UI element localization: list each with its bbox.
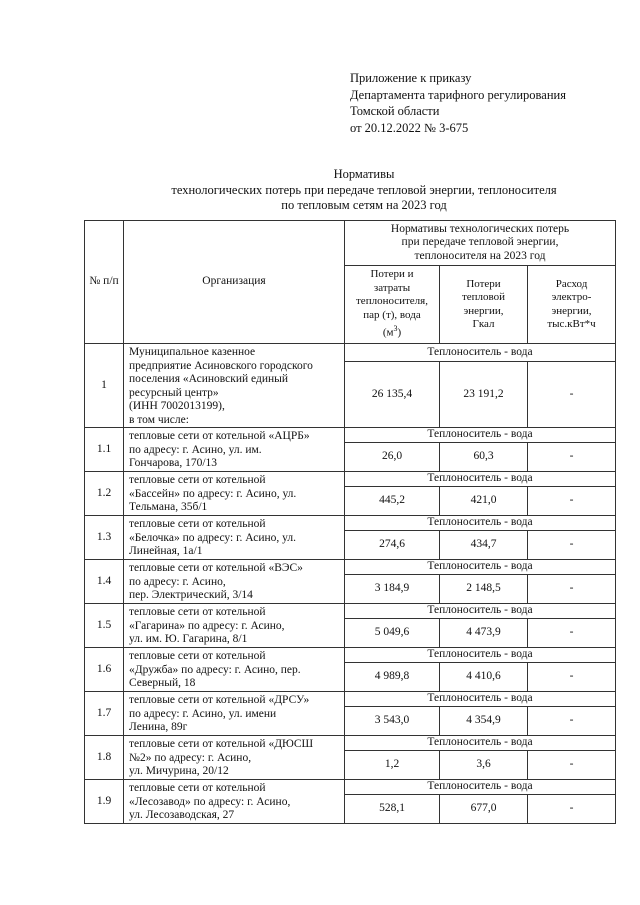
organization-line: тепловые сети от котельной «ДЮСШ	[129, 738, 314, 750]
organization-line: №2» по адресу: г. Асино,	[129, 751, 252, 764]
table-row	[85, 472, 616, 487]
organization-line: тепловые сети от котельной «АЦРБ»	[129, 430, 310, 442]
heat-loss-value: 4 354,9	[440, 707, 528, 736]
power-value: -	[528, 751, 616, 780]
heat-loss-value: 60,3	[440, 443, 528, 472]
organization-cell	[124, 472, 345, 516]
row-number: 1.2	[85, 472, 124, 516]
organization-line: Тельмана, 35б/1	[129, 501, 208, 513]
organization-line: тепловые сети от котельной	[129, 606, 266, 618]
table-row	[85, 692, 616, 707]
organization-cell	[124, 648, 345, 692]
power-value: -	[528, 619, 616, 648]
organization-line: «Бассейн» по адресу: г. Асино, ул.	[129, 487, 297, 500]
carrier-label: Теплоноситель - вода	[345, 344, 616, 362]
power-value: -	[528, 795, 616, 824]
power-value: -	[528, 707, 616, 736]
losses-value: 3 184,9	[345, 575, 440, 604]
organization-line: тепловые сети от котельной «ДРСУ»	[129, 694, 310, 706]
header-power: Расход электро- энергии, тыс.кВт*ч	[528, 266, 616, 344]
title-line: Нормативы	[333, 167, 395, 181]
carrier-label: Теплоноситель - вода	[345, 516, 616, 531]
document-title	[84, 167, 640, 214]
carrier-label: Теплоноситель - вода	[345, 692, 616, 707]
carrier-label: Теплоноситель - вода	[345, 428, 616, 443]
title-line: технологических потерь при передаче тепловой энергии, теплоносителя	[171, 182, 557, 197]
row-number: 1.3	[85, 516, 124, 560]
organization-line: Северный, 18	[129, 677, 196, 689]
heat-loss-value: 677,0	[440, 795, 528, 824]
organization-cell	[124, 780, 345, 824]
heat-loss-value: 4 473,9	[440, 619, 528, 648]
approval-line: Томской области	[350, 104, 440, 118]
carrier-label: Теплоноситель - вода	[345, 604, 616, 619]
power-value: -	[528, 487, 616, 516]
organization-cell	[124, 604, 345, 648]
table-row	[85, 516, 616, 531]
table-row	[85, 344, 616, 362]
row-number: 1.8	[85, 736, 124, 780]
organization-line: Линейная, 1а/1	[129, 545, 203, 557]
organization-line: ресурсный центр»	[129, 386, 219, 399]
row-number: 1.5	[85, 604, 124, 648]
power-value: -	[528, 443, 616, 472]
organization-cell	[124, 428, 345, 472]
organization-cell	[124, 736, 345, 780]
heat-loss-value: 3,6	[440, 751, 528, 780]
organization-cell	[124, 344, 345, 428]
organization-line: тепловые сети от котельной «ВЭС»	[129, 562, 303, 574]
heat-loss-value: 2 148,5	[440, 575, 528, 604]
approval-line: Приложение к приказу	[350, 71, 472, 85]
losses-value: 1,2	[345, 751, 440, 780]
organization-line: «Лесозавод» по адресу: г. Асино,	[129, 795, 291, 808]
header-heat: Потери тепловой энергии, Гкал	[440, 266, 528, 344]
approval-line: Департамента тарифного регулирования	[350, 87, 566, 102]
losses-value: 26 135,4	[345, 362, 440, 428]
organization-line: Ленина, 89г	[129, 721, 188, 733]
organization-line: в том числе:	[129, 413, 189, 426]
organization-line: предприятие Асиновского городского	[129, 359, 313, 372]
power-value: -	[528, 663, 616, 692]
row-number: 1.1	[85, 428, 124, 472]
table-row	[85, 604, 616, 619]
approval-line: от 20.12.2022 № 3-675	[350, 120, 469, 135]
approval-block	[350, 70, 566, 136]
carrier-label: Теплоноситель - вода	[345, 648, 616, 663]
power-value: -	[528, 531, 616, 560]
losses-value: 445,2	[345, 487, 440, 516]
losses-value: 4 989,8	[345, 663, 440, 692]
organization-line: ул. Мичурина, 20/12	[129, 765, 229, 777]
heat-loss-value: 434,7	[440, 531, 528, 560]
organization-cell	[124, 560, 345, 604]
losses-value: 5 049,6	[345, 619, 440, 648]
organization-line: по адресу: г. Асино, ул. имени	[129, 707, 277, 720]
row-number: 1.6	[85, 648, 124, 692]
losses-value: 528,1	[345, 795, 440, 824]
header-group: Нормативы технологических потерь при передаче тепловой энергии, теплоносителя на 2023 год	[345, 221, 616, 266]
organization-line: тепловые сети от котельной	[129, 518, 266, 530]
row-number: 1.4	[85, 560, 124, 604]
row-number: 1	[85, 344, 124, 428]
table-row	[85, 560, 616, 575]
carrier-label: Теплоноситель - вода	[345, 472, 616, 487]
organization-line: ул. Лесозаводская, 27	[129, 809, 235, 821]
losses-value: 3 543,0	[345, 707, 440, 736]
organization-line: тепловые сети от котельной	[129, 474, 266, 486]
organization-line: пер. Электрический, 3/14	[129, 589, 253, 601]
header-losses: Потери и затраты теплоносителя, пар (т), вода $(м^3)$	[345, 266, 440, 344]
heat-loss-value: 23 191,2	[440, 362, 528, 428]
organization-line: (ИНН 7002013199),	[129, 400, 225, 412]
organization-line: по адресу: г. Асино,	[129, 575, 226, 588]
table-row	[85, 428, 616, 443]
organization-line: «Гагарина» по адресу: г. Асино,	[129, 619, 285, 632]
table-row	[85, 780, 616, 795]
organization-line: поселения «Асиновский единый	[129, 373, 289, 385]
organization-line: тепловые сети от котельной	[129, 650, 266, 662]
title-line: по тепловым сетям на 2023 год	[281, 198, 447, 212]
header-org: Организация	[124, 221, 345, 344]
organization-cell	[124, 692, 345, 736]
losses-value: 26,0	[345, 443, 440, 472]
carrier-label: Теплоноситель - вода	[345, 780, 616, 795]
organization-line: Гончарова, 170/13	[129, 457, 218, 469]
header-num: № п/п	[85, 221, 124, 344]
organization-line: тепловые сети от котельной	[129, 782, 266, 794]
losses-value: 274,6	[345, 531, 440, 560]
row-number: 1.9	[85, 780, 124, 824]
organization-line: ул. им. Ю. Гагарина, 8/1	[129, 633, 248, 645]
organization-line: Муниципальное казенное	[129, 346, 256, 358]
table-row	[85, 736, 616, 751]
heat-loss-value: 421,0	[440, 487, 528, 516]
power-value: -	[528, 575, 616, 604]
organization-cell	[124, 516, 345, 560]
organization-line: «Белочка» по адресу: г. Асино, ул.	[129, 531, 297, 544]
power-value: -	[528, 362, 616, 428]
heat-loss-value: 4 410,6	[440, 663, 528, 692]
carrier-label: Теплоноситель - вода	[345, 560, 616, 575]
row-number: 1.7	[85, 692, 124, 736]
table-row	[85, 648, 616, 663]
organization-line: «Дружба» по адресу: г. Асино, пер.	[129, 663, 301, 676]
norms-table	[84, 220, 616, 824]
carrier-label: Теплоноситель - вода	[345, 736, 616, 751]
organization-line: по адресу: г. Асино, ул. им.	[129, 443, 262, 456]
